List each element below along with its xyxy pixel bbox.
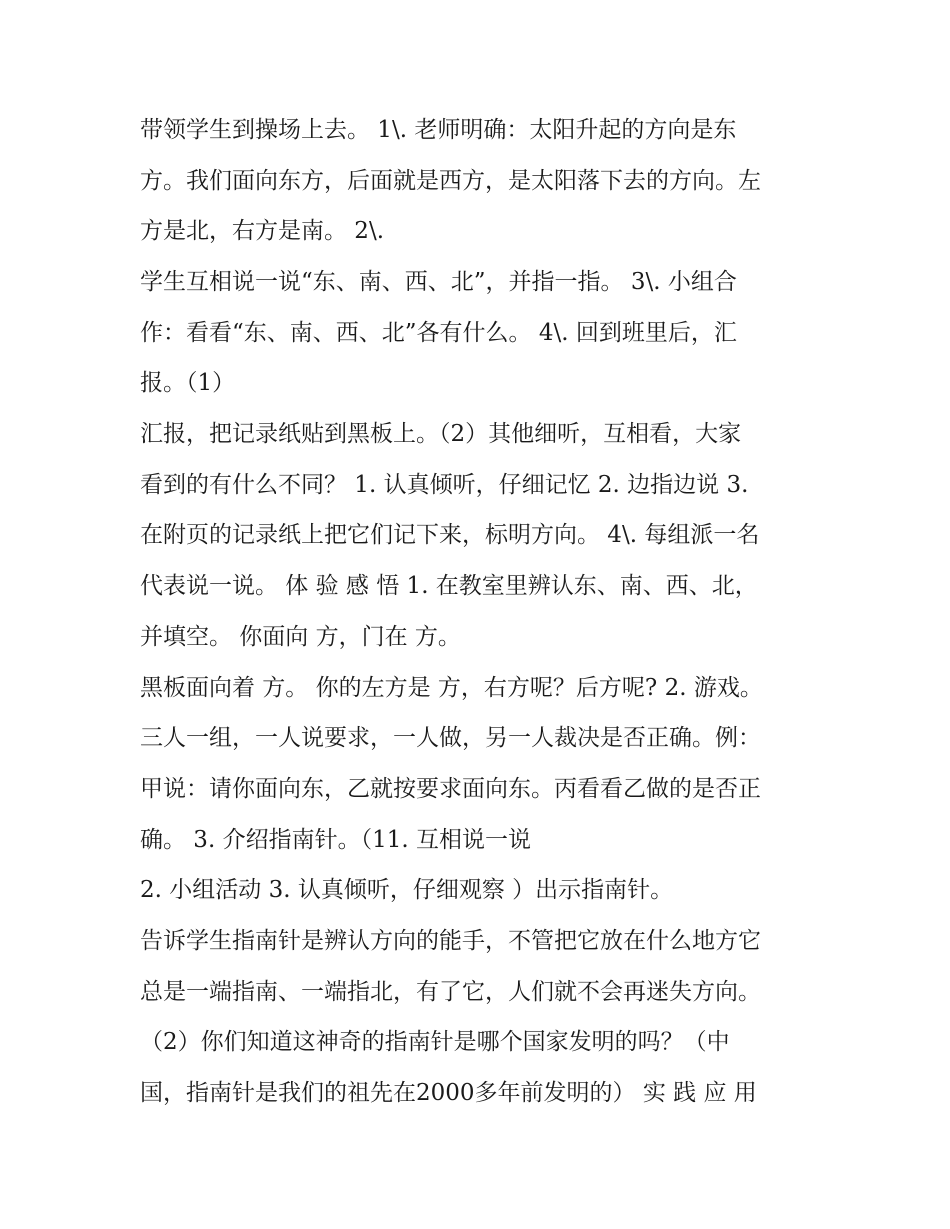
text-line: 三人一组，一人说要求，一人做，另一人裁决是否正确。例： <box>140 725 761 751</box>
text-line: 总是一端指南、一端指北，有了它，人们就不会再迷失方向。 <box>140 979 761 1005</box>
text-line: 汇报，把记录纸贴到黑板上。（2）其他细听，互相看，大家 <box>140 421 742 447</box>
text-line: 带领学生到操场上去。 1\. 老师明确：太阳升起的方向是东 <box>140 117 737 143</box>
text-line: 方。我们面向东方，后面就是西方，是太阳落下去的方向。左 <box>140 168 761 194</box>
text-line: 代表说一说。 体 验 感 悟 1. 在教室里辨认东、南、西、北， <box>140 573 758 599</box>
text-line: 方是北，右方是南。 2\. <box>140 218 385 244</box>
text-line: 2. 小组活动 3. 认真倾听，仔细观察 ）出示指南针。 <box>140 877 674 903</box>
text-line: 甲说：请你面向东，乙就按要求面向东。丙看看乙做的是否正 <box>140 776 761 802</box>
text-line: 看到的有什么不同？ 1. 认真倾听，仔细记忆 2. 边指边说 3. <box>140 472 749 498</box>
text-line: （2）你们知道这神奇的指南针是哪个国家发明的吗？（中 <box>140 1029 730 1055</box>
text-line: 作：看看“东、南、西、北”各有什么。 4\. 回到班里后，汇 <box>140 320 737 346</box>
text-line: 学生互相说一说“东、南、西、北”，并指一指。 3\. 小组合 <box>140 269 737 295</box>
text-line: 国，指南针是我们的祖先在2000多年前发明的） 实 践 应 用 <box>140 1080 757 1106</box>
text-line: 黑板面向着 方。 你的左方是 方，右方呢？后方呢? 2. 游戏。 <box>140 675 763 701</box>
text-line: 在附页的记录纸上把它们记下来，标明方向。 4\. 每组派一名 <box>140 522 760 548</box>
text-line: 确。 3. 介绍指南针。（11. 互相说一说 <box>140 827 531 853</box>
text-line: 并填空。 你面向 方，门在 方。 <box>140 624 461 650</box>
text-line: 报。（1） <box>140 370 236 396</box>
text-line: 告诉学生指南针是辨认方向的能手，不管把它放在什么地方它 <box>140 928 761 954</box>
